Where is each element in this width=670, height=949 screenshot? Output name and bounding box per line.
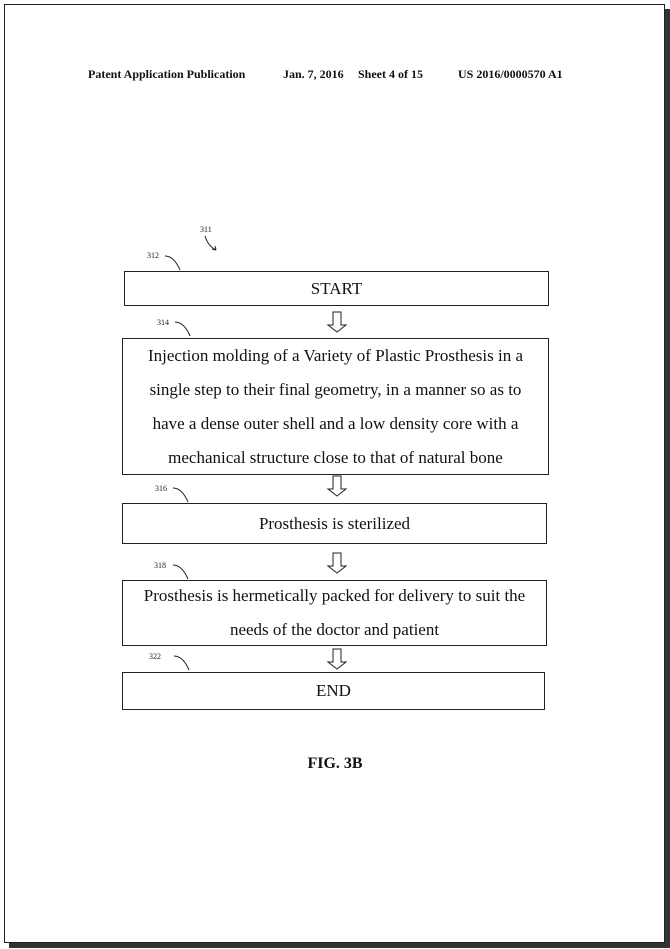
ref-label-322: 322	[149, 652, 161, 661]
flow-arrow-2	[328, 476, 346, 496]
ref-label-311: 311	[200, 225, 212, 234]
flow-arrow-4	[328, 649, 346, 669]
publication-date: Jan. 7, 2016	[283, 67, 344, 81]
flow-arrow-3	[328, 553, 346, 573]
ref-label-312: 312	[147, 251, 159, 260]
flow-step-start	[124, 271, 549, 306]
ref-label-314: 314	[157, 318, 169, 327]
leader-318	[173, 565, 188, 579]
step-line: Prosthesis is sterilized	[258, 513, 411, 533]
step-line: single step to their final geometry, in a manner so as to	[149, 379, 522, 399]
ref-label-316: 316	[155, 484, 167, 493]
step-line: needs of the doctor and patient	[229, 620, 440, 639]
leader-314	[175, 322, 190, 336]
step-line: have a dense outer shell and a low density core with a	[152, 413, 519, 433]
step-line: Injection molding of a Variety of Plastic Prosthesis in a	[147, 345, 524, 365]
figure-label: FIG. 3B	[307, 755, 363, 772]
publication-label: Patent Application Publication	[88, 67, 246, 81]
leader-322	[174, 656, 189, 670]
ref-311-pointer	[205, 236, 216, 250]
step-start-text: START	[310, 278, 363, 298]
leader-316	[173, 488, 188, 502]
flow-step-packed	[122, 580, 547, 646]
leader-312	[165, 256, 180, 270]
publication-number: US 2016/0000570 A1	[458, 67, 563, 81]
ref-label-318: 318	[154, 561, 166, 570]
step-line: mechanical structure close to that of natural bone	[168, 447, 503, 467]
step-end-text: END	[316, 681, 351, 700]
sheet-number: Sheet 4 of 15	[358, 67, 423, 81]
step-line: Prosthesis is hermetically packed for delivery to suit the	[143, 586, 526, 605]
flow-step-end	[122, 672, 545, 710]
flow-arrow-1	[328, 312, 346, 332]
flow-step-sterilized	[122, 503, 547, 544]
flow-step-injection-molding	[122, 338, 549, 475]
